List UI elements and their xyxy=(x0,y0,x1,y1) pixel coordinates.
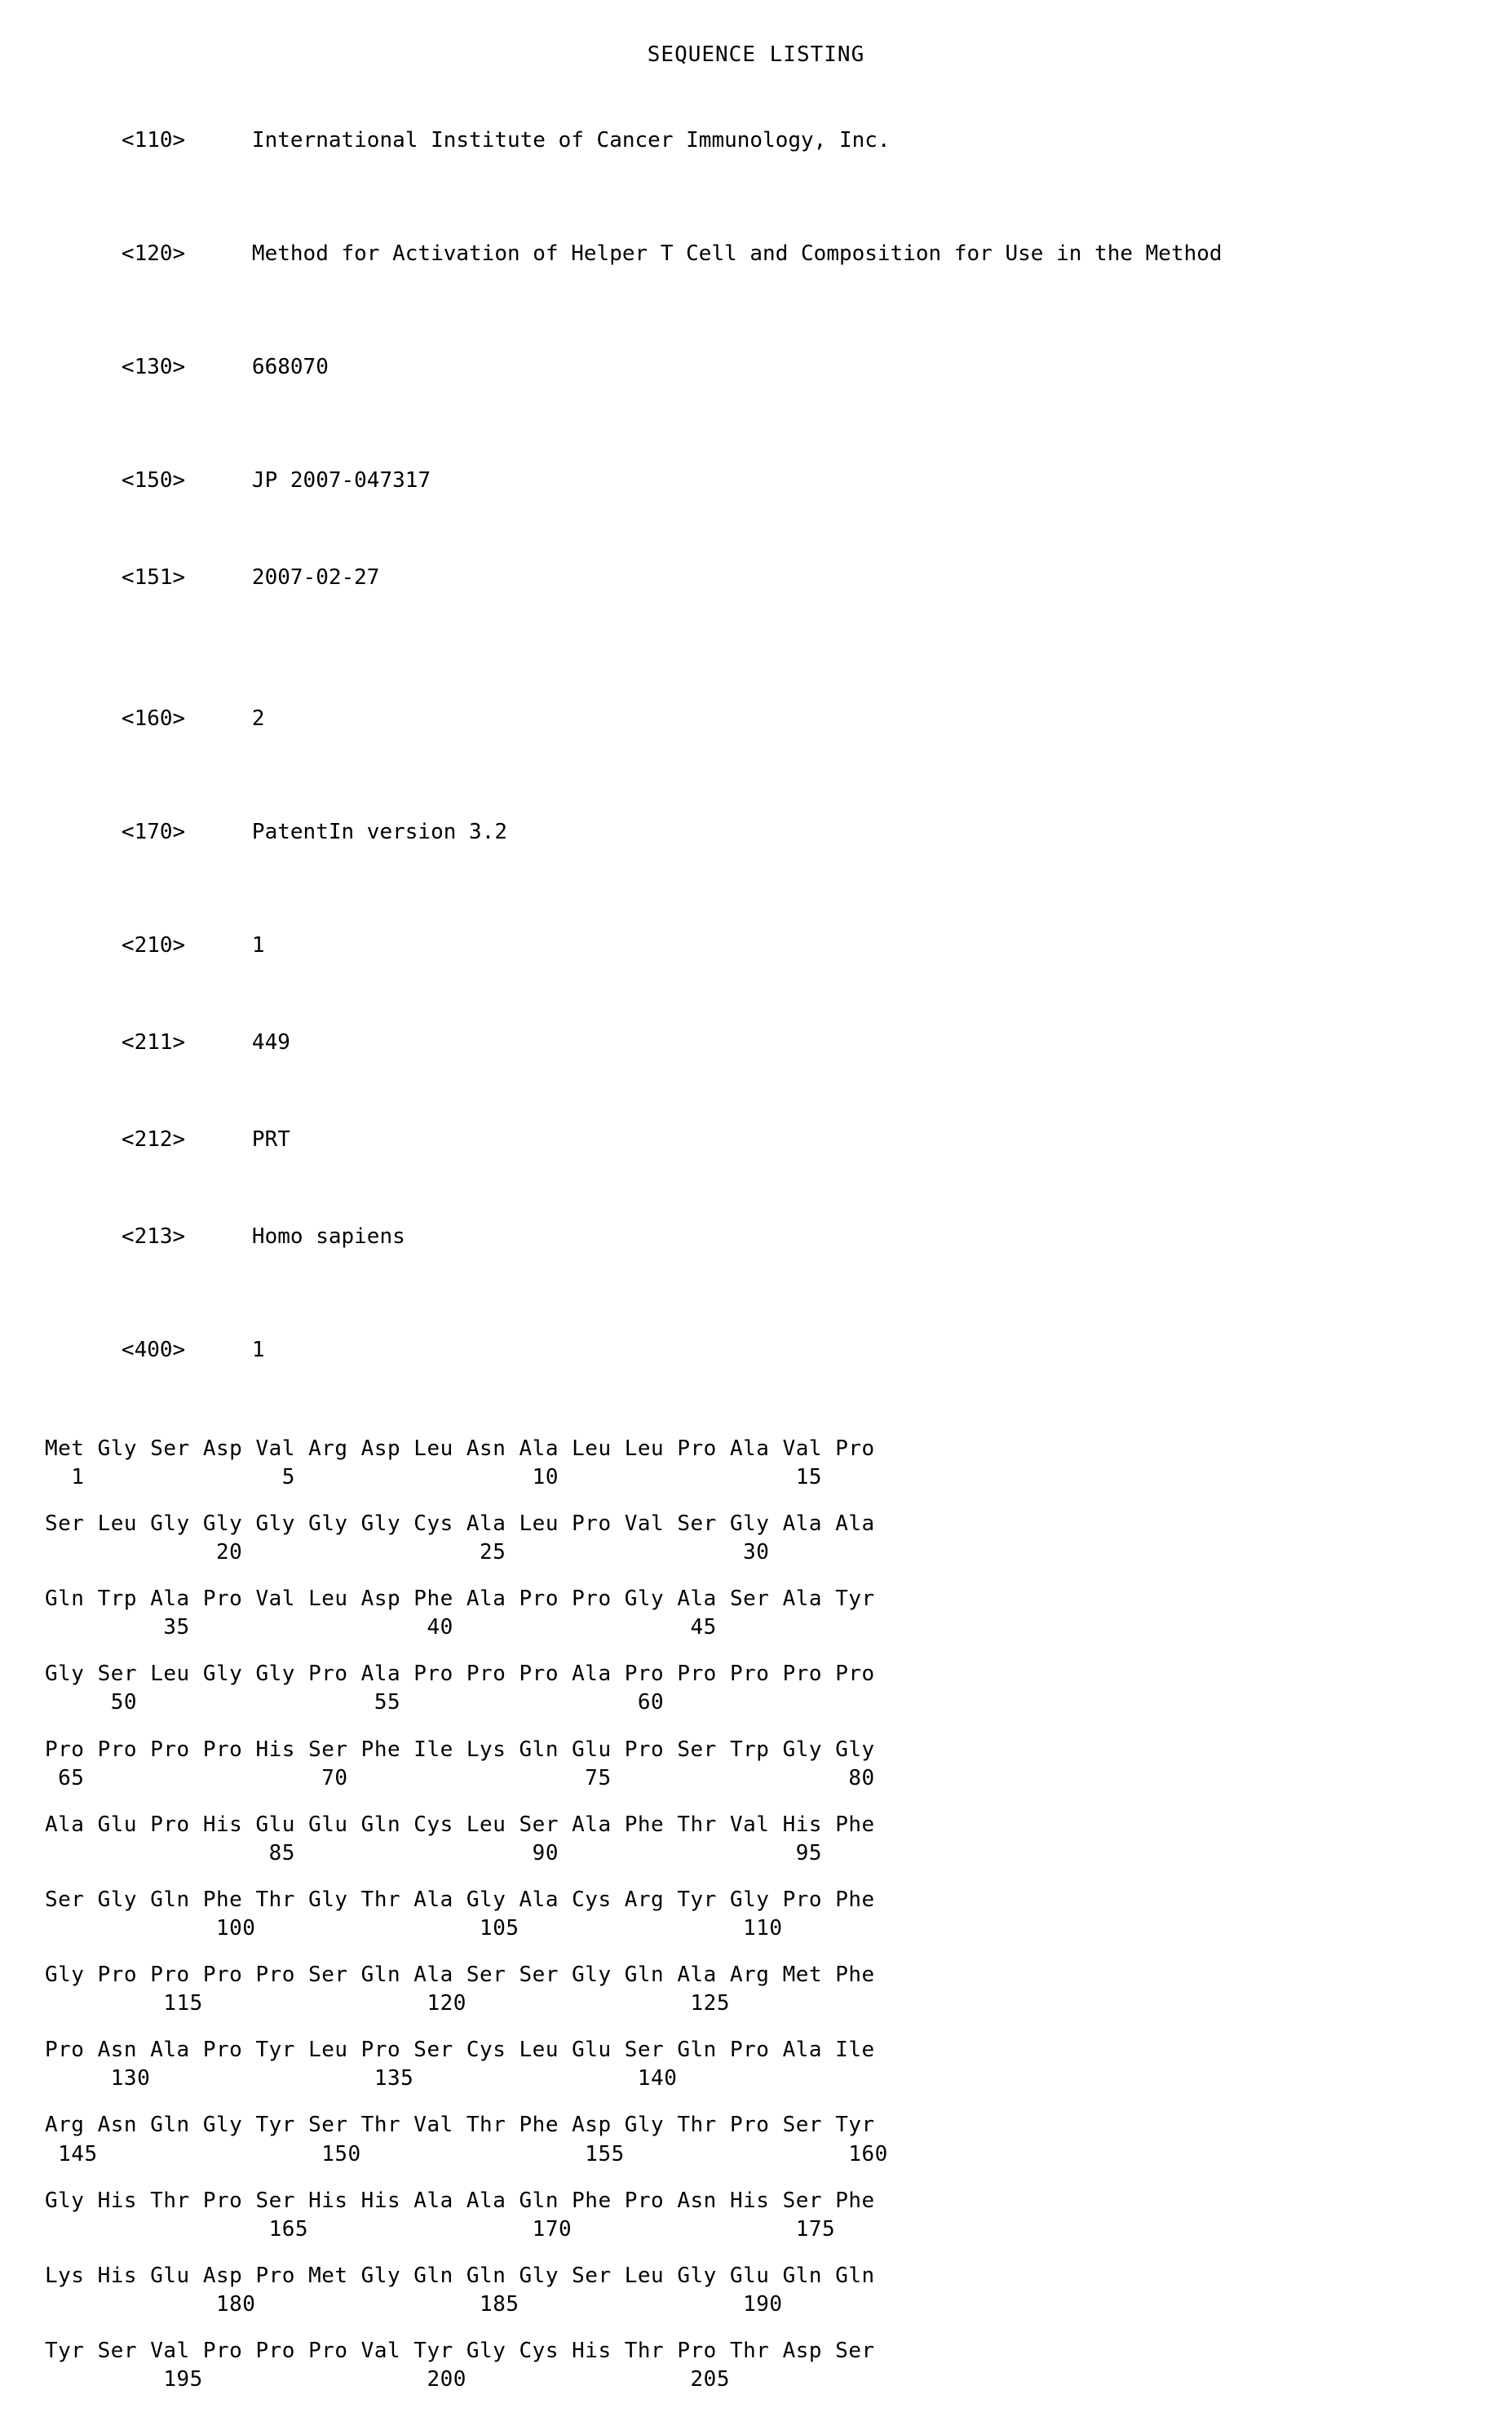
sequence-listing-body xyxy=(45,1435,1467,2394)
residue-line: Met Gly Ser Asp Val Arg Asp Leu Asn Ala Leu Leu Pro Ala Val Pro xyxy=(45,1436,875,1461)
field-value: PRT xyxy=(251,1127,290,1153)
residue-number-line: 1 5 10 15 xyxy=(45,1464,823,1489)
residue-number-line: 65 70 75 80 xyxy=(45,1765,875,1790)
sequence-group xyxy=(45,1585,1467,1642)
field-tag: <151> xyxy=(121,564,186,590)
residue-number-line: 145 150 155 160 xyxy=(45,2141,888,2166)
residue-number-line: 115 120 125 xyxy=(45,1991,730,2016)
field-row xyxy=(45,1305,1467,1397)
sequence-group xyxy=(45,2187,1467,2244)
field-row xyxy=(45,998,1467,1090)
field-row xyxy=(45,435,1467,527)
field-row xyxy=(45,1192,1467,1284)
field-value: JP 2007-047317 xyxy=(251,467,431,493)
field-tag: <170> xyxy=(121,820,186,845)
sequence-group xyxy=(45,2111,1467,2168)
residue-line: Gly Pro Pro Pro Pro Ser Gln Ala Ser Ser Gly Gln Ala Arg Met Phe xyxy=(45,1963,875,1988)
field-tag: <210> xyxy=(121,933,186,958)
field-sequence-start xyxy=(45,1305,1467,1397)
residue-number-line: 20 25 30 xyxy=(45,1540,770,1565)
field-tag: <212> xyxy=(121,1127,186,1153)
residue-number-line: 180 185 190 xyxy=(45,2291,783,2317)
field-value: 449 xyxy=(251,1030,290,1056)
sequence-group xyxy=(45,1435,1467,1492)
field-docket-number xyxy=(45,321,1467,414)
sequence-group xyxy=(45,1660,1467,1717)
field-tag: <150> xyxy=(121,467,186,493)
field-value: Method for Activation of Helper T Cell and Composition for Use in the Method xyxy=(251,241,1222,266)
field-software xyxy=(45,786,1467,878)
field-row xyxy=(45,1095,1467,1187)
field-value: 1 xyxy=(251,933,265,958)
spacer xyxy=(45,645,1467,673)
field-tag: <211> xyxy=(121,1030,186,1056)
field-tag: <160> xyxy=(121,706,186,731)
field-row xyxy=(45,321,1467,414)
residue-line: Pro Pro Pro Pro His Ser Phe Ile Lys Gln Glu Pro Ser Trp Gly Gly xyxy=(45,1737,875,1762)
page-title: SEQUENCE LISTING xyxy=(647,42,865,67)
residue-line: Pro Asn Ala Pro Tyr Leu Pro Ser Cys Leu Glu Ser Gln Pro Ala Ile xyxy=(45,2038,875,2063)
sequence-group xyxy=(45,2337,1467,2394)
field-value: 1 xyxy=(251,1338,265,1363)
field-applicant xyxy=(45,95,1467,187)
residue-number-line: 165 170 175 xyxy=(45,2216,836,2242)
residue-line: Lys His Glu Asp Pro Met Gly Gln Gln Gly Ser Leu Gly Glu Gln Gln xyxy=(45,2263,875,2288)
field-row xyxy=(45,900,1467,992)
residue-line: Gly His Thr Pro Ser His His Ala Ala Gln Phe Pro Asn His Ser Phe xyxy=(45,2188,875,2213)
field-value: International Institute of Cancer Immunology, Inc. xyxy=(251,127,891,153)
residue-line: Ser Gly Gln Phe Thr Gly Thr Ala Gly Ala Cys Arg Tyr Gly Pro Phe xyxy=(45,1887,875,1912)
residue-line: Tyr Ser Val Pro Pro Pro Val Tyr Gly Cys His Thr Pro Thr Asp Ser xyxy=(45,2339,875,2363)
residue-line: Ser Leu Gly Gly Gly Gly Gly Cys Ala Leu Pro Val Ser Gly Ala Ala xyxy=(45,1511,875,1536)
residue-number-line: 195 200 205 xyxy=(45,2367,730,2392)
residue-line: Gln Trp Ala Pro Val Leu Asp Phe Ala Pro Pro Gly Ala Ser Ala Tyr xyxy=(45,1587,875,1612)
residue-number-line: 130 135 140 xyxy=(45,2066,678,2091)
field-seq-header xyxy=(45,900,1467,1283)
residue-line: Ala Glu Pro His Glu Glu Gln Cys Leu Ser Ala Phe Thr Val His Phe xyxy=(45,1812,875,1837)
sequence-group xyxy=(45,1961,1467,2018)
residue-number-line: 100 105 110 xyxy=(45,1915,783,1941)
field-tag: <120> xyxy=(121,241,186,266)
residue-line: Arg Asn Gln Gly Tyr Ser Thr Val Thr Phe Asp Gly Thr Pro Ser Tyr xyxy=(45,2113,875,2138)
field-value: PatentIn version 3.2 xyxy=(251,820,507,845)
field-tag: <213> xyxy=(121,1224,186,1250)
field-tag: <400> xyxy=(121,1338,186,1363)
sequence-group xyxy=(45,1736,1467,1793)
field-tag: <130> xyxy=(121,354,186,379)
field-value: 668070 xyxy=(251,354,329,379)
field-row xyxy=(45,786,1467,878)
field-value: 2 xyxy=(251,706,265,731)
sequence-group xyxy=(45,2036,1467,2093)
sequence-group xyxy=(45,1811,1467,1868)
field-row xyxy=(45,95,1467,187)
field-number-of-seqs xyxy=(45,673,1467,765)
sequence-group xyxy=(45,1510,1467,1567)
field-tag: <110> xyxy=(121,127,186,153)
residue-number-line: 35 40 45 xyxy=(45,1615,717,1640)
field-value: Homo sapiens xyxy=(251,1224,405,1250)
residue-number-line: 85 90 95 xyxy=(45,1840,823,1865)
field-title xyxy=(45,208,1467,300)
field-row xyxy=(45,673,1467,765)
field-value: 2007-02-27 xyxy=(251,564,380,590)
spacer xyxy=(45,1418,1467,1427)
field-row xyxy=(45,532,1467,624)
field-priority xyxy=(45,435,1467,624)
sequence-group xyxy=(45,2262,1467,2319)
residue-number-line: 50 55 60 xyxy=(45,1690,665,1715)
sequence-group xyxy=(45,1886,1467,1943)
field-row xyxy=(45,208,1467,300)
residue-line: Gly Ser Leu Gly Gly Pro Ala Pro Pro Pro Ala Pro Pro Pro Pro Pro xyxy=(45,1662,875,1687)
